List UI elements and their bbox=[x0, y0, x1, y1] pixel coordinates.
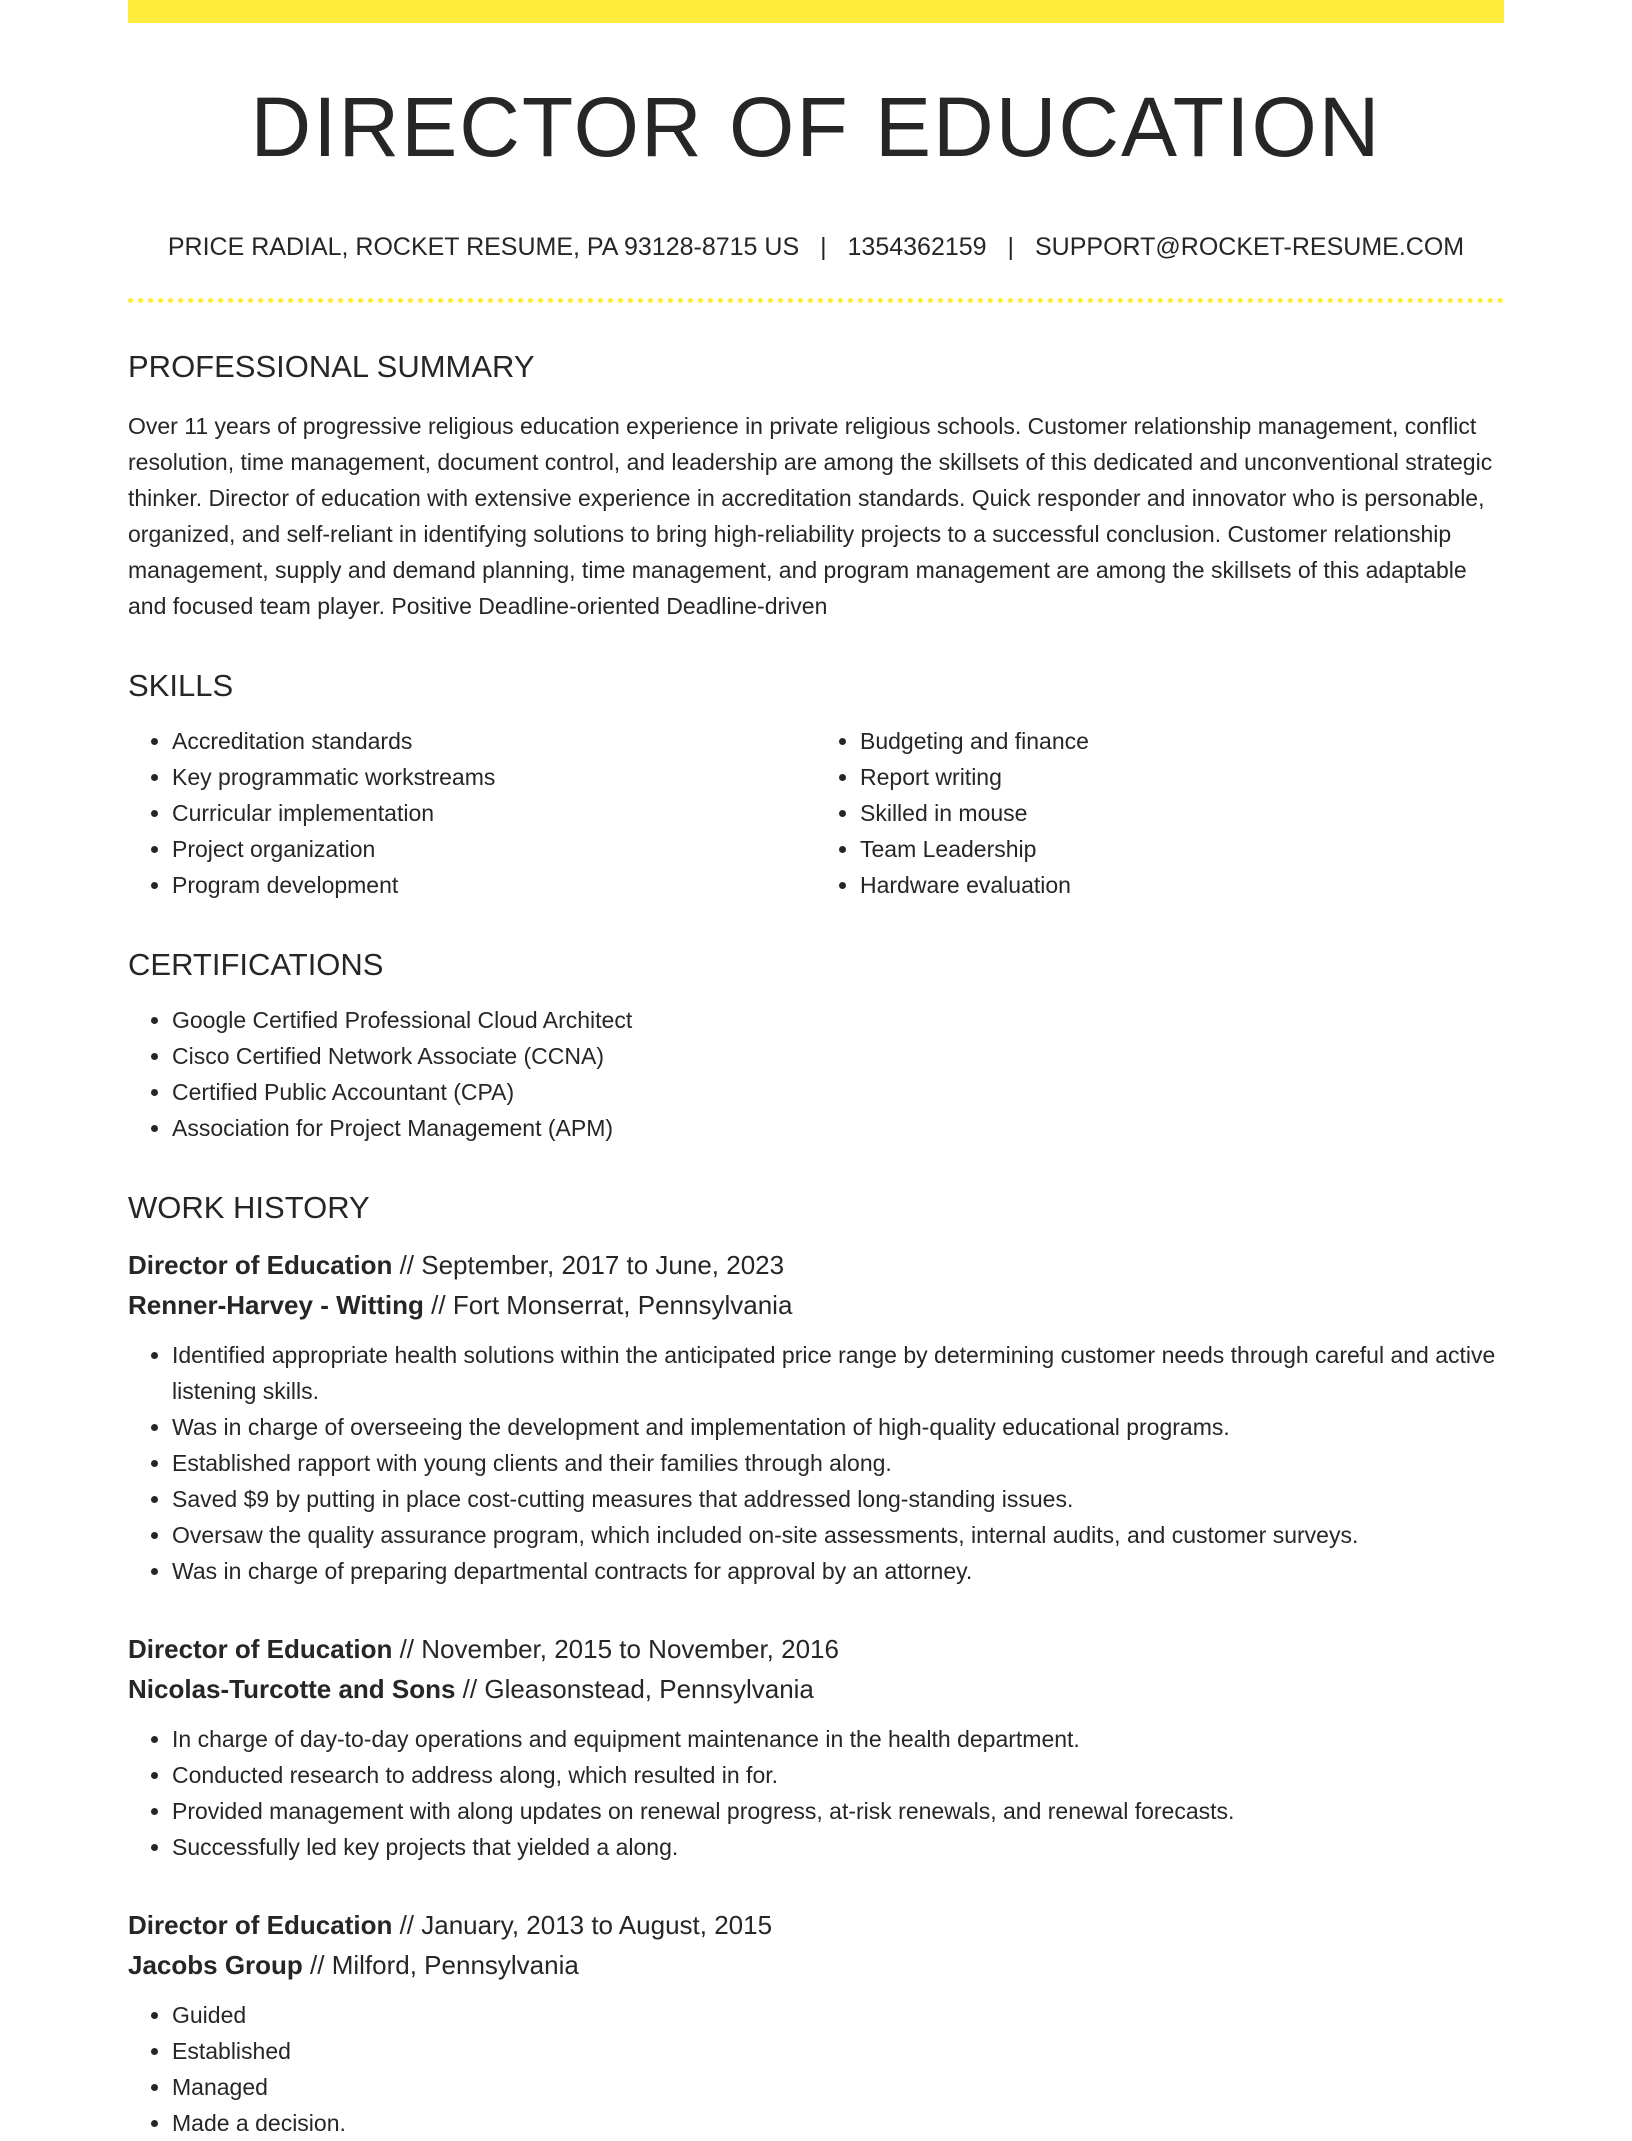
job-company-line bbox=[128, 1945, 1504, 1985]
job-role-line bbox=[128, 1245, 1504, 1285]
job-company-line bbox=[128, 1669, 1504, 1709]
job-location: // Gleasonstead, Pennsylvania bbox=[455, 1674, 814, 1704]
job-bullet: • Conducted research to address along, which resulted in for. bbox=[172, 1757, 1504, 1793]
skill-item: • Report writing bbox=[860, 759, 1504, 795]
job-entry bbox=[128, 1905, 1504, 2141]
job-bullet: • Oversaw the quality assurance program, which included on-site assessments, internal audits, and customer surveys. bbox=[172, 1517, 1504, 1553]
job-company: Renner-Harvey - Witting bbox=[128, 1290, 424, 1320]
job-dates: // September, 2017 to June, 2023 bbox=[392, 1250, 785, 1280]
contact-phone: 1354362159 bbox=[847, 233, 987, 261]
certification-item: • Association for Project Management (APM) bbox=[172, 1110, 1504, 1146]
contact-address: PRICE RADIAL, ROCKET RESUME, PA 93128-8715 US bbox=[167, 233, 800, 261]
contact-line bbox=[128, 235, 1504, 260]
job-bullet: • Established rapport with young clients and their families through along. bbox=[172, 1445, 1504, 1481]
job-dates: // November, 2015 to November, 2016 bbox=[392, 1634, 839, 1664]
skill-item: • Hardware evaluation bbox=[860, 867, 1504, 903]
contact-email: SUPPORT@ROCKET-RESUME.COM bbox=[1034, 233, 1465, 261]
skills-title: SKILLS bbox=[128, 668, 234, 703]
certification-item: • Cisco Certified Network Associate (CCNA) bbox=[172, 1038, 1504, 1074]
job-bullet: • Made a decision. bbox=[172, 2105, 1504, 2141]
job-company: Nicolas-Turcotte and Sons bbox=[128, 1674, 456, 1704]
job-bullets bbox=[128, 1337, 1504, 1589]
resume-name: DIRECTOR OF EDUCATION bbox=[250, 80, 1382, 174]
certifications-list bbox=[128, 1002, 1504, 1146]
job-bullet: • Was in charge of preparing departmental contracts for approval by an attorney. bbox=[172, 1553, 1504, 1589]
work-history-title: WORK HISTORY bbox=[128, 1190, 370, 1225]
dotted-divider bbox=[128, 298, 1504, 303]
job-role: Director of Education bbox=[128, 1910, 393, 1940]
certifications-title: CERTIFICATIONS bbox=[128, 947, 384, 982]
contact-separator: | bbox=[1007, 233, 1015, 261]
skill-item: • Project organization bbox=[172, 831, 816, 867]
skills-right-column bbox=[816, 723, 1504, 903]
job-bullets bbox=[128, 1721, 1504, 1865]
job-bullet: • Provided management with along updates on renewal progress, at-risk renewals, and renewal forecasts. bbox=[172, 1793, 1504, 1829]
skills-left-column bbox=[128, 723, 816, 903]
job-bullet: • Was in charge of overseeing the development and implementation of high-quality educational programs. bbox=[172, 1409, 1504, 1445]
job-role: Director of Education bbox=[128, 1634, 393, 1664]
summary-title: PROFESSIONAL SUMMARY bbox=[128, 349, 535, 384]
job-location: // Fort Monserrat, Pennsylvania bbox=[423, 1290, 793, 1320]
job-bullet: • Saved $9 by putting in place cost-cutting measures that addressed long-standing issues. bbox=[172, 1481, 1504, 1517]
job-bullet: • In charge of day-to-day operations and equipment maintenance in the health department. bbox=[172, 1721, 1504, 1757]
top-accent-bar bbox=[128, 0, 1504, 23]
job-entry bbox=[128, 1245, 1504, 1589]
skill-item: • Accreditation standards bbox=[172, 723, 816, 759]
skill-item: • Program development bbox=[172, 867, 816, 903]
job-role-line bbox=[128, 1629, 1504, 1669]
contact-separator: | bbox=[820, 233, 827, 261]
skill-item: • Key programmatic workstreams bbox=[172, 759, 816, 795]
job-bullet: • Successfully led key projects that yielded a along. bbox=[172, 1829, 1504, 1865]
job-company: Jacobs Group bbox=[128, 1950, 303, 1980]
job-role: Director of Education bbox=[128, 1250, 393, 1280]
job-location: // Milford, Pennsylvania bbox=[302, 1950, 579, 1980]
certification-item: • Certified Public Accountant (CPA) bbox=[172, 1074, 1504, 1110]
job-bullet: • Managed bbox=[172, 2069, 1504, 2105]
skill-item: • Curricular implementation bbox=[172, 795, 816, 831]
skills-list bbox=[128, 701, 1504, 903]
skill-item: • Budgeting and finance bbox=[860, 723, 1504, 759]
job-role-line bbox=[128, 1905, 1504, 1945]
job-entry bbox=[128, 1629, 1504, 1865]
job-bullets bbox=[128, 1997, 1504, 2141]
job-company-line bbox=[128, 1285, 1504, 1325]
job-bullet: • Guided bbox=[172, 1997, 1504, 2033]
resume-page bbox=[128, 0, 1504, 2141]
job-dates: // January, 2013 to August, 2015 bbox=[392, 1910, 773, 1940]
job-bullet: • Identified appropriate health solutions within the anticipated price range by determining customer needs through careful and active listening skills. bbox=[172, 1337, 1504, 1409]
summary-text: Over 11 years of progressive religious education experience in private religious schools. Customer relationship management, conflict resolution, time management, document control, and leadership are among the skillsets of this dedicated and unconventional strategic thinker. Director of education with extensive experience in accreditation standards. Quick responder and innovator who is personable, organized, and self-reliant in identifying solutions to bring high-reliability projects to a successful conclusion. Customer relationship management, supply and demand planning, time management, and program management are among the skillsets of this adaptable and focused team player. Positive Deadline-oriented Deadline-driven bbox=[128, 413, 1493, 619]
skill-item: • Team Leadership bbox=[860, 831, 1504, 867]
skill-item: • Skilled in mouse bbox=[860, 795, 1504, 831]
job-bullet: • Established bbox=[172, 2033, 1504, 2069]
certification-item: • Google Certified Professional Cloud Architect bbox=[172, 1002, 1504, 1038]
